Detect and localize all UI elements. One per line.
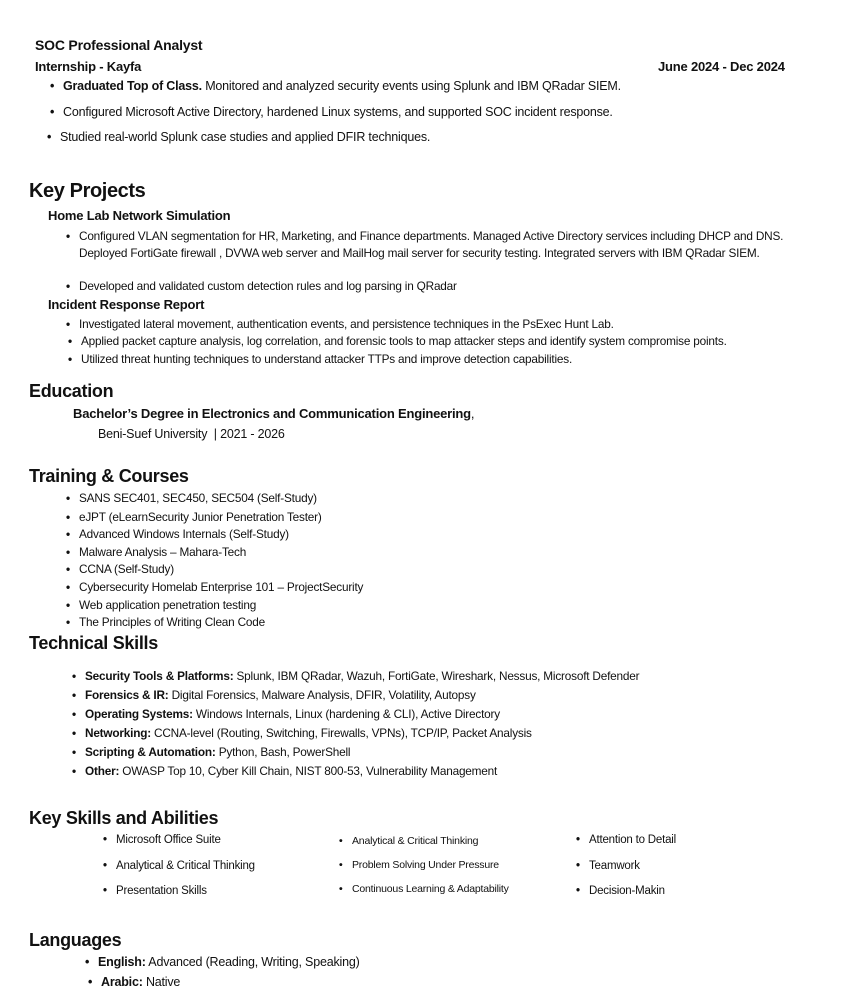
project-bullet: • Investigated lateral movement, authentication events, and persistence techniques in the PsExec Hunt Lab. [79, 317, 614, 331]
training-item: • Advanced Windows Internals (Self-Study) [79, 527, 289, 541]
tech-skill-item [85, 669, 639, 683]
training-item: • SANS SEC401, SEC450, SEC504 (Self-Study) [79, 491, 317, 505]
bullet-bold: Graduated Top of Class. [63, 79, 202, 93]
section-heading-technical-skills: Technical Skills [29, 633, 158, 653]
skill-text: OWASP Top 10, Cyber Kill Chain, NIST 800-53, Vulnerability Management [119, 764, 498, 778]
job-role: Internship - Kayfa [35, 59, 142, 74]
skill-label: Other: [85, 764, 120, 778]
project-bullet: • Configured VLAN segmentation for HR, Marketing, and Finance departments. Managed Active Directory services including DHCP and DNS. Deployed FortiGate firewall , DVWA web server and MailHog mail server for security testing. Integrated servers with IBM QRadar SIEM. [79, 228, 829, 262]
bullet-text: Configured Microsoft Active Directory, hardened Linux systems, and supported SOC incident response. [63, 105, 613, 119]
tech-skill-item [85, 764, 497, 778]
skill-label: Networking: [85, 726, 151, 740]
language-name: English: [98, 955, 146, 969]
key-skill-item: • Problem Solving Under Pressure [352, 859, 499, 871]
training-item: • CCNA (Self-Study) [79, 562, 174, 576]
training-item: • Web application penetration testing [79, 598, 256, 612]
project-title: Home Lab Network Simulation [48, 208, 231, 223]
tech-skill-item [85, 726, 532, 740]
skill-text: CCNA-level (Routing, Switching, Firewalls, VPNs), TCP/IP, Packet Analysis [150, 726, 532, 740]
key-skill-item: • Presentation Skills [116, 885, 207, 897]
education-degree [73, 406, 474, 421]
project-bullet: • Applied packet capture analysis, log correlation, and forensic tools to map attacker steps and identify system compromise points. [81, 334, 727, 348]
key-skill-item: • Teamwork [589, 860, 640, 872]
key-skill-item: • Continuous Learning & Adaptability [352, 883, 509, 895]
language-name: Arabic: [101, 975, 143, 989]
tech-skill-item [85, 745, 350, 759]
key-skill-item: • Attention to Detail [589, 834, 676, 846]
bullet-text: Studied real-world Splunk case studies and applied DFIR techniques. [60, 130, 431, 144]
training-item: • Malware Analysis – Mahara-Tech [79, 545, 246, 559]
education-school: Beni-Suef University | 2021 - 2026 [98, 427, 285, 441]
training-item: • The Principles of Writing Clean Code [79, 615, 265, 629]
section-heading-education: Education [29, 381, 114, 401]
degree-suffix: , [470, 406, 475, 421]
key-skill-item: • Analytical & Critical Thinking [352, 835, 478, 847]
job-dates: June 2024 - Dec 2024 [658, 59, 785, 74]
tech-skill-item [85, 688, 476, 702]
skill-label: Operating Systems: [85, 707, 193, 721]
skill-label: Scripting & Automation: [85, 745, 216, 759]
training-item: • eJPT (eLearnSecurity Junior Penetration Tester) [79, 510, 322, 524]
tech-skill-item [85, 707, 500, 721]
section-heading-projects: Key Projects [29, 180, 146, 202]
key-skill-item: • Analytical & Critical Thinking [116, 860, 255, 872]
skill-label: Forensics & IR: [85, 688, 169, 702]
section-heading-training: Training & Courses [29, 466, 189, 486]
job-title: SOC Professional Analyst [35, 37, 203, 53]
project-bullet: • Utilized threat hunting techniques to understand attacker TTPs and improve detection capabilities. [81, 352, 572, 366]
skill-text: Windows Internals, Linux (hardening & CLI), Active Directory [192, 707, 500, 721]
section-heading-languages: Languages [29, 930, 122, 950]
language-level: Native [142, 975, 181, 989]
skill-text: Digital Forensics, Malware Analysis, DFIR, Volatility, Autopsy [168, 688, 476, 702]
section-heading-key-skills: Key Skills and Abilities [29, 808, 219, 828]
experience-bullet [60, 130, 430, 144]
project-title: Incident Response Report [48, 297, 205, 312]
training-item: • Cybersecurity Homelab Enterprise 101 – ProjectSecurity [79, 580, 363, 594]
skill-text: Python, Bash, PowerShell [215, 745, 351, 759]
bullet-text: Monitored and analyzed security events using Splunk and IBM QRadar SIEM. [201, 79, 621, 93]
language-item [98, 955, 360, 969]
language-item [101, 975, 180, 989]
key-skill-item: • Microsoft Office Suite [116, 834, 221, 846]
key-skill-item: • Decision-Makin [589, 885, 665, 897]
skill-text: Splunk, IBM QRadar, Wazuh, FortiGate, Wireshark, Nessus, Microsoft Defender [233, 669, 640, 683]
project-bullet: • Developed and validated custom detection rules and log parsing in QRadar [79, 279, 457, 293]
degree-name: Bachelor’s Degree in Electronics and Communication Engineering [73, 406, 471, 421]
experience-bullet [63, 105, 613, 119]
skill-label: Security Tools & Platforms: [85, 669, 234, 683]
experience-bullet [63, 79, 621, 93]
language-level: Advanced (Reading, Writing, Speaking) [145, 955, 360, 969]
